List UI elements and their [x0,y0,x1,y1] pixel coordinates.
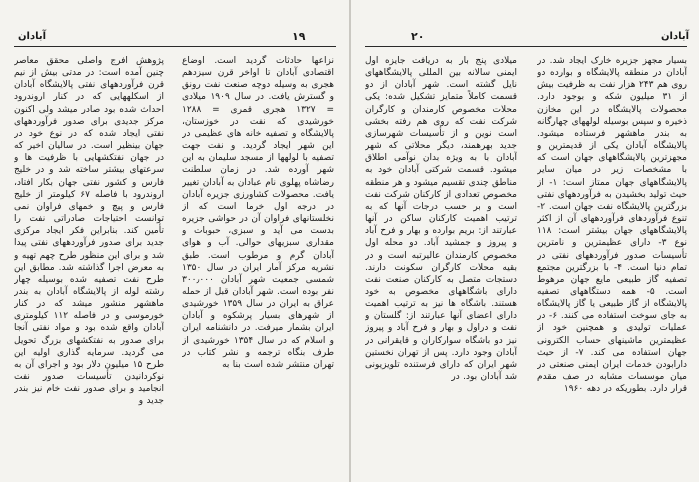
text-column-outer: پژوهش افرج واصلی محقق معاصر چنین آمده است: در مدتی بیش از نیم قرن فرآوردههای نفتی پالایشگاه آبادان از اسکلههایی که در کنار اروندرود احداث شده بود صادر میشد ولی اکنون مرکز جدیدی برای صدور فرآوردههای نفتی ایجاد شده که در نوع خود در جهان بینظیر است. در سالیان اخیر که در جهان نفتکشهایی با ظرفیت ها و سرعتهای بیشتر ساخته شد و در خلیج فارس و کشور نفتی جهان بکار افتاد، اروندرود با فاصله ۶۷ کیلومتر از خلیج فارس و پیچ و خمهای فراوان نمی توانست احتیاجات صادراتی نفت را تأمین کند. بنابراین فکر ایجاد مرکزی جدید برای صدور فرآوردههای نفتی پیدا شد و برای این منظور طرح چهم تهیه و به معرض اجرا گذاشته شد. مطابق این طرح نفت تصفیه شده بوسیله چهار رشته لوله از پالایشگاه آبادان به بندر ماهشهر منشور میشد که در کنار خورموسی و در فاصله ۱۱۲ کیلومتری آبادان واقع شده بود و مواد نفتی آنجا برای صدور به نفتکشهای بزرگ تحویل می گردید. سرمایه گذاری اولیه این طرح ۱۵ میلیون دلار بود و اجرای آن به نوکردانیدن تأسیسات صدور نفت انجامید و برای صدور نفت خام نیز بندر جدید و [14,56,164,407]
running-title: آبادان [661,31,690,42]
text-column-inner: نزاعها حادثات گردید است. اوضاع اقتصادی آبادان تا اواخر قرن سیزدهم هجری به وسیله دوچه صنعت نفت رونق و گسترش یافت. در سال ۱۹۰۹ میلادی = ۱۳۲۷ هجری قمری = ۱۲۸۸ خورشیدی که نفت در خوزستان، پالایشگاه و تصفیه خانه های عظیمی در این شهر ایجاد گردید. و نفت جهت تصفیه با لولهها از مسجد سلیمان به این شهر آورده شد. در زمان سلطنت رضاشاه پهلوی نام عبادان به آبادان تغییر یافت. محصولات کشاورزی جزیره آبادان در درجه اول خرما است که از نخلستانهای فراوان آن در حواشی جزیره بدست می آید و سبزی، حبوبات و مقداری سبزیهای حوالی. آب و هوای آبادان گرم و مرطوب است. طبق نشریه مرکز آمار ایران در سال ۱۳۵۰ شمسی جمعیت شهر آبادان ۳۰۰٫۰۰۰ نفر بوده است. شهر آبادان قبل از حمله عراق به ایران در سال ۱۳۵۹ خورشیدی از شهرهای بسیار پرشکوه و آبادان ایران بشمار میرفت. در دانشنامه ایران و اسلام که در سال ۱۳۵۴ خورشیدی از طرف بنگاه ترجمه و نشر کتاب در تهران منتشر شده است بنا به [182,56,334,370]
page-number: ۲۰ [411,30,425,43]
page-number: ۱۹ [292,30,306,43]
text-column-outer: بسیار مجهز جزیره خارک ایجاد شد. در آبادان در منطقه پالایشگاه و بوارده دو روی هم ۲۴۳ هزار نفت به ظرفیت بیش از ۳۱ میلیون شکه و بوجود دارد. محصولات پالایشگاه در این مخازن ذخیره و سپس بوسیله لولههای چهارگانه به بندر ماهشهر فرستاده میشود. پالایشگاه آبادان یکی از قدیمترین و مجهزترین پالایشگاههای جهان است که با مشخصات زیر در میان سایر پالایشگاههای جهان ممتاز است: ۱- از حیث تولید بخشیدن به فرآوردههای نفتی بزرگترین پالایشگاه نفت جهان است. ۲- تنوع فرآوردهای فرآوردههای آن از اکثر پالایشگاههای جهان بیشتر است: ۱۱۸ نوع ۳- دارای عظیمترین و نامترین تأسیسات صدور فرآوردههای نفتی در تمام دنیا است. ۴- با بزرگترین مجتمع تصفیه گاز طبیعی مایع جهان مرهوط است. ۵- همه دستگاههای تصفیه پالایشگاه از گاز طبیعی یا گاز پالایشگاه به جای سوخت استفاده می کنند. ۶- در عملیات تولیدی و همچنین خود از عظیمترین ماشینهای حساب الکترونی جهان استفاده می کند. ۷- از حیث دارابودن خدمات ایران ایمنی صنعتی در میان موسسات مشابه در صف مقدم قرار دارد. بطوریکه در دهه ۱۹۶۰ [537,56,687,395]
right-page [351,0,699,482]
header-rule [365,46,687,47]
text-column-inner: میلادی پنج بار به دریافت جایزه اول ایمنی سالانه بین المللی پالایشگاههای نایل گشته است. شهر آبادان از دو قسمت کاملاً متمایز تشکیل شده: یکی محلات مخصوص کارمندان و کارگران شرکت نفت که روی هم رفته بخشی است نوین و از تأسیسات شهرسازی جدید بهرهمند، دیگر محلاتی که شهر آبادان با به ویژه بدان نوآمی اطلاق میشود. قسمت شرکتی آبادان خود به مناطق چندی تقسیم میشود و هر منطقه مخصوص تعدادی از کارکنان شرکت نفت است و بر حسب درجات آنها که به ترتیب اهمیت کارکنان ساکن در آنها عبارتند از: بریم بوارده و بهار و فرح آباد و پیروز و جمشید آباد. دو محله اول مخصوص کارمندان عالیرتبه است و در بقیه محلات کارگران سکونت دارند. دستجات متصل به کارکنان صنعت نفت دارای باشگاههای مخصوص به خود هستند. باشگاه ها نیز به ترتیب اهمیت دارای اعضای آنها عبارتند از: گلستان و نفت و دراول و بهار و فرح آباد و پیروز نیز دو باشگاه سوارکاران و قایقرانی در آبادان وجود دارد. پس از تهران نخستین شهر ایران که دارای فرستنده تلویزیونی شد آبادان بود. در [365,56,517,383]
running-title: آبادان [18,31,47,42]
left-page [0,0,349,482]
header-rule [14,46,336,47]
